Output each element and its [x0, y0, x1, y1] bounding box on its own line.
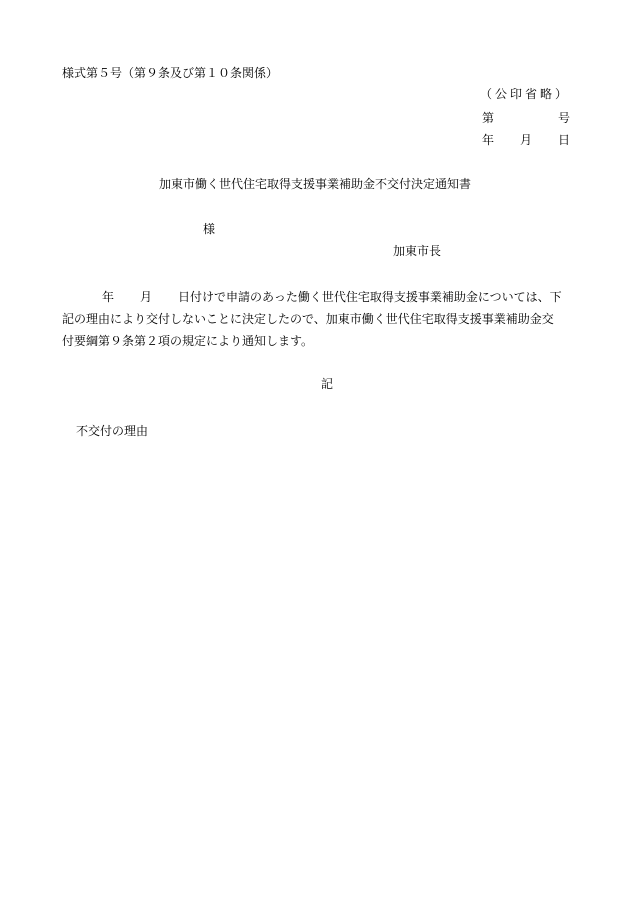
body-date-year: 年: [102, 290, 115, 304]
body-line-3: 付要綱第９条第２項の規定により通知します。: [62, 334, 314, 348]
reason-label: 不交付の理由: [76, 424, 149, 438]
document-number: [482, 110, 570, 126]
date-month: 月: [519, 133, 532, 147]
body-line-1-text: 日付けで申請のあった働く世代住宅取得支援事業補助金については、下: [178, 290, 562, 304]
addressee: 様: [203, 222, 216, 236]
form-number: 様式第５号（第９条及び第１０条関係）: [62, 66, 279, 80]
date-day: 日: [557, 133, 570, 147]
document-number-suffix: 号: [557, 111, 570, 125]
document-date: [482, 132, 570, 148]
body-line-1: [62, 286, 582, 308]
issuer-name: 加東市長: [393, 244, 442, 258]
ki-heading: 記: [320, 377, 333, 391]
seal-omitted-note: （公印省略）: [479, 87, 570, 101]
notice-body: [62, 286, 582, 352]
date-year: 年: [482, 133, 495, 147]
body-date-month: 月: [140, 290, 153, 304]
document-number-prefix: 第: [482, 111, 495, 125]
body-line-2: 記の理由により交付しないことに決定したので、加東市働く世代住宅取得支援事業補助金交: [62, 312, 554, 326]
document-title: 加東市働く世代住宅取得支援事業補助金不交付決定通知書: [158, 177, 471, 191]
